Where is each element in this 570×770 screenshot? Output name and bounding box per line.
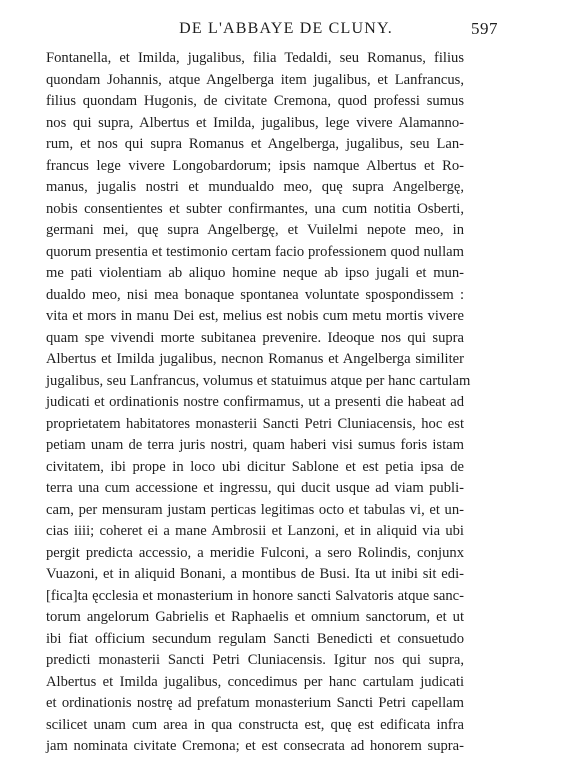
- text-line: et ordinationis nostrę ad prefatum monasterium Sancti Petri capellam: [46, 695, 464, 711]
- text-line: filius quondam Hugonis, de civitate Cremona, quod professi sumus: [46, 93, 464, 109]
- page-number: 597: [471, 19, 498, 38]
- text-line: pergit predicta accessio, a meridie Fulconi, a sero Rolindis, conjunx: [46, 544, 464, 561]
- running-title: DE L'ABBAYE DE CLUNY.: [179, 20, 393, 37]
- text-line: quam spe vivendi morte subitanea prevenire. Ideoque nos qui supra: [46, 329, 464, 346]
- text-line: ibi fiat officium secundum regulam Sancti Benedicti et consuetudo: [46, 630, 464, 647]
- text-line: manus, jugalis nostri et mundualdo meo, quę supra Angelbergę,: [46, 179, 464, 195]
- text-line: proprietatem habitatores monasterii Sancti Petri Cluniacensis, hoc est: [46, 415, 464, 432]
- text-line: Albertus et Imilda jugalibus, necnon Romanus et Angelberga similiter: [46, 351, 464, 367]
- text-line: nobis consentientes et subter confirmantes, una cum notitia Osberti,: [46, 200, 464, 217]
- text-line: quorum presentia et testimonio certam facio professionem quod nullam: [46, 243, 464, 260]
- text-line: cam, per mensuram justam perticas legitimas octo et tabulas vi, et un-: [46, 501, 464, 518]
- text-line: vita et mors in manu Dei est, melius est nobis cum metu mortis vivere: [46, 308, 464, 324]
- text-line: germani mei, quę supra Angelbergę, et Vuilelmi nepote meo, in: [46, 222, 464, 238]
- text-line: predicti monasterii Sancti Petri Cluniacensis. Igitur nos qui supra,: [46, 652, 464, 668]
- text-line: terra una cum accessione et ingressu, qui ducit usque ad viam publi-: [46, 480, 464, 496]
- text-line: petiam unam de terra juris nostri, quam haberi visi sumus foris istam: [46, 437, 464, 453]
- text-line: torum angelorum Gabrielis et Raphaelis et omnium sanctorum, et ut: [46, 609, 464, 625]
- text-line: [fica]ta ęcclesia et monasterium in honore sancti Salvatoris atque sanc-: [46, 587, 464, 604]
- text-line: francus lege vivere Longobardorum; ipsis namque Albertus et Ro-: [46, 157, 464, 174]
- text-line: scilicet unam cum area in qua constructa est, quę est edificata infra: [46, 716, 464, 733]
- text-line: dualdo meo, nisi mea bonaque spontanea voluntate spospondissem :: [46, 286, 464, 303]
- page-header: [66, 17, 498, 41]
- text-line: jam nominata civitate Cremona; et est consecrata ad honorem supra-: [46, 738, 464, 754]
- text-line: rum, et nos qui supra Romanus et Angelberga, jugalibus, seu Lan-: [46, 136, 464, 152]
- text-line: civitatem, ibi prope in loco ubi dicitur Sablone et est petia ipsa de: [46, 458, 464, 475]
- text-line: nos qui supra, Albertus et Imilda, jugalibus, lege vivere Alamanno-: [46, 114, 464, 131]
- text-line: quondam Johannis, atque Angelberga item jugalibus, et Lanfrancus,: [46, 71, 464, 88]
- text-line: jugalibus, seu Lanfrancus, volumus et statuimus atque per hanc cartulam: [46, 372, 471, 389]
- text-line: judicati et ordinationis nostre confirmamus, ut a presenti die habeat ad: [46, 394, 464, 410]
- text-line: Albertus et Imilda jugalibus, concedimus per hanc cartulam judicati: [46, 673, 464, 690]
- text-line: Fontanella, et Imilda, jugalibus, filia Tedaldi, seu Romanus, filius: [46, 50, 464, 66]
- text-line: Vuazoni, et in aliquid Bonani, a montibus de Busi. Ita ut inibi sit edi-: [46, 566, 464, 582]
- body-text: [46, 48, 471, 758]
- text-line: cias iiii; coheret ei a mane Ambrosii et Lanzoni, et in aliquid via ubi: [46, 523, 464, 539]
- text-line: me pati violentiam ab aliquo homine neque ab ipso jugali et mun-: [46, 265, 464, 281]
